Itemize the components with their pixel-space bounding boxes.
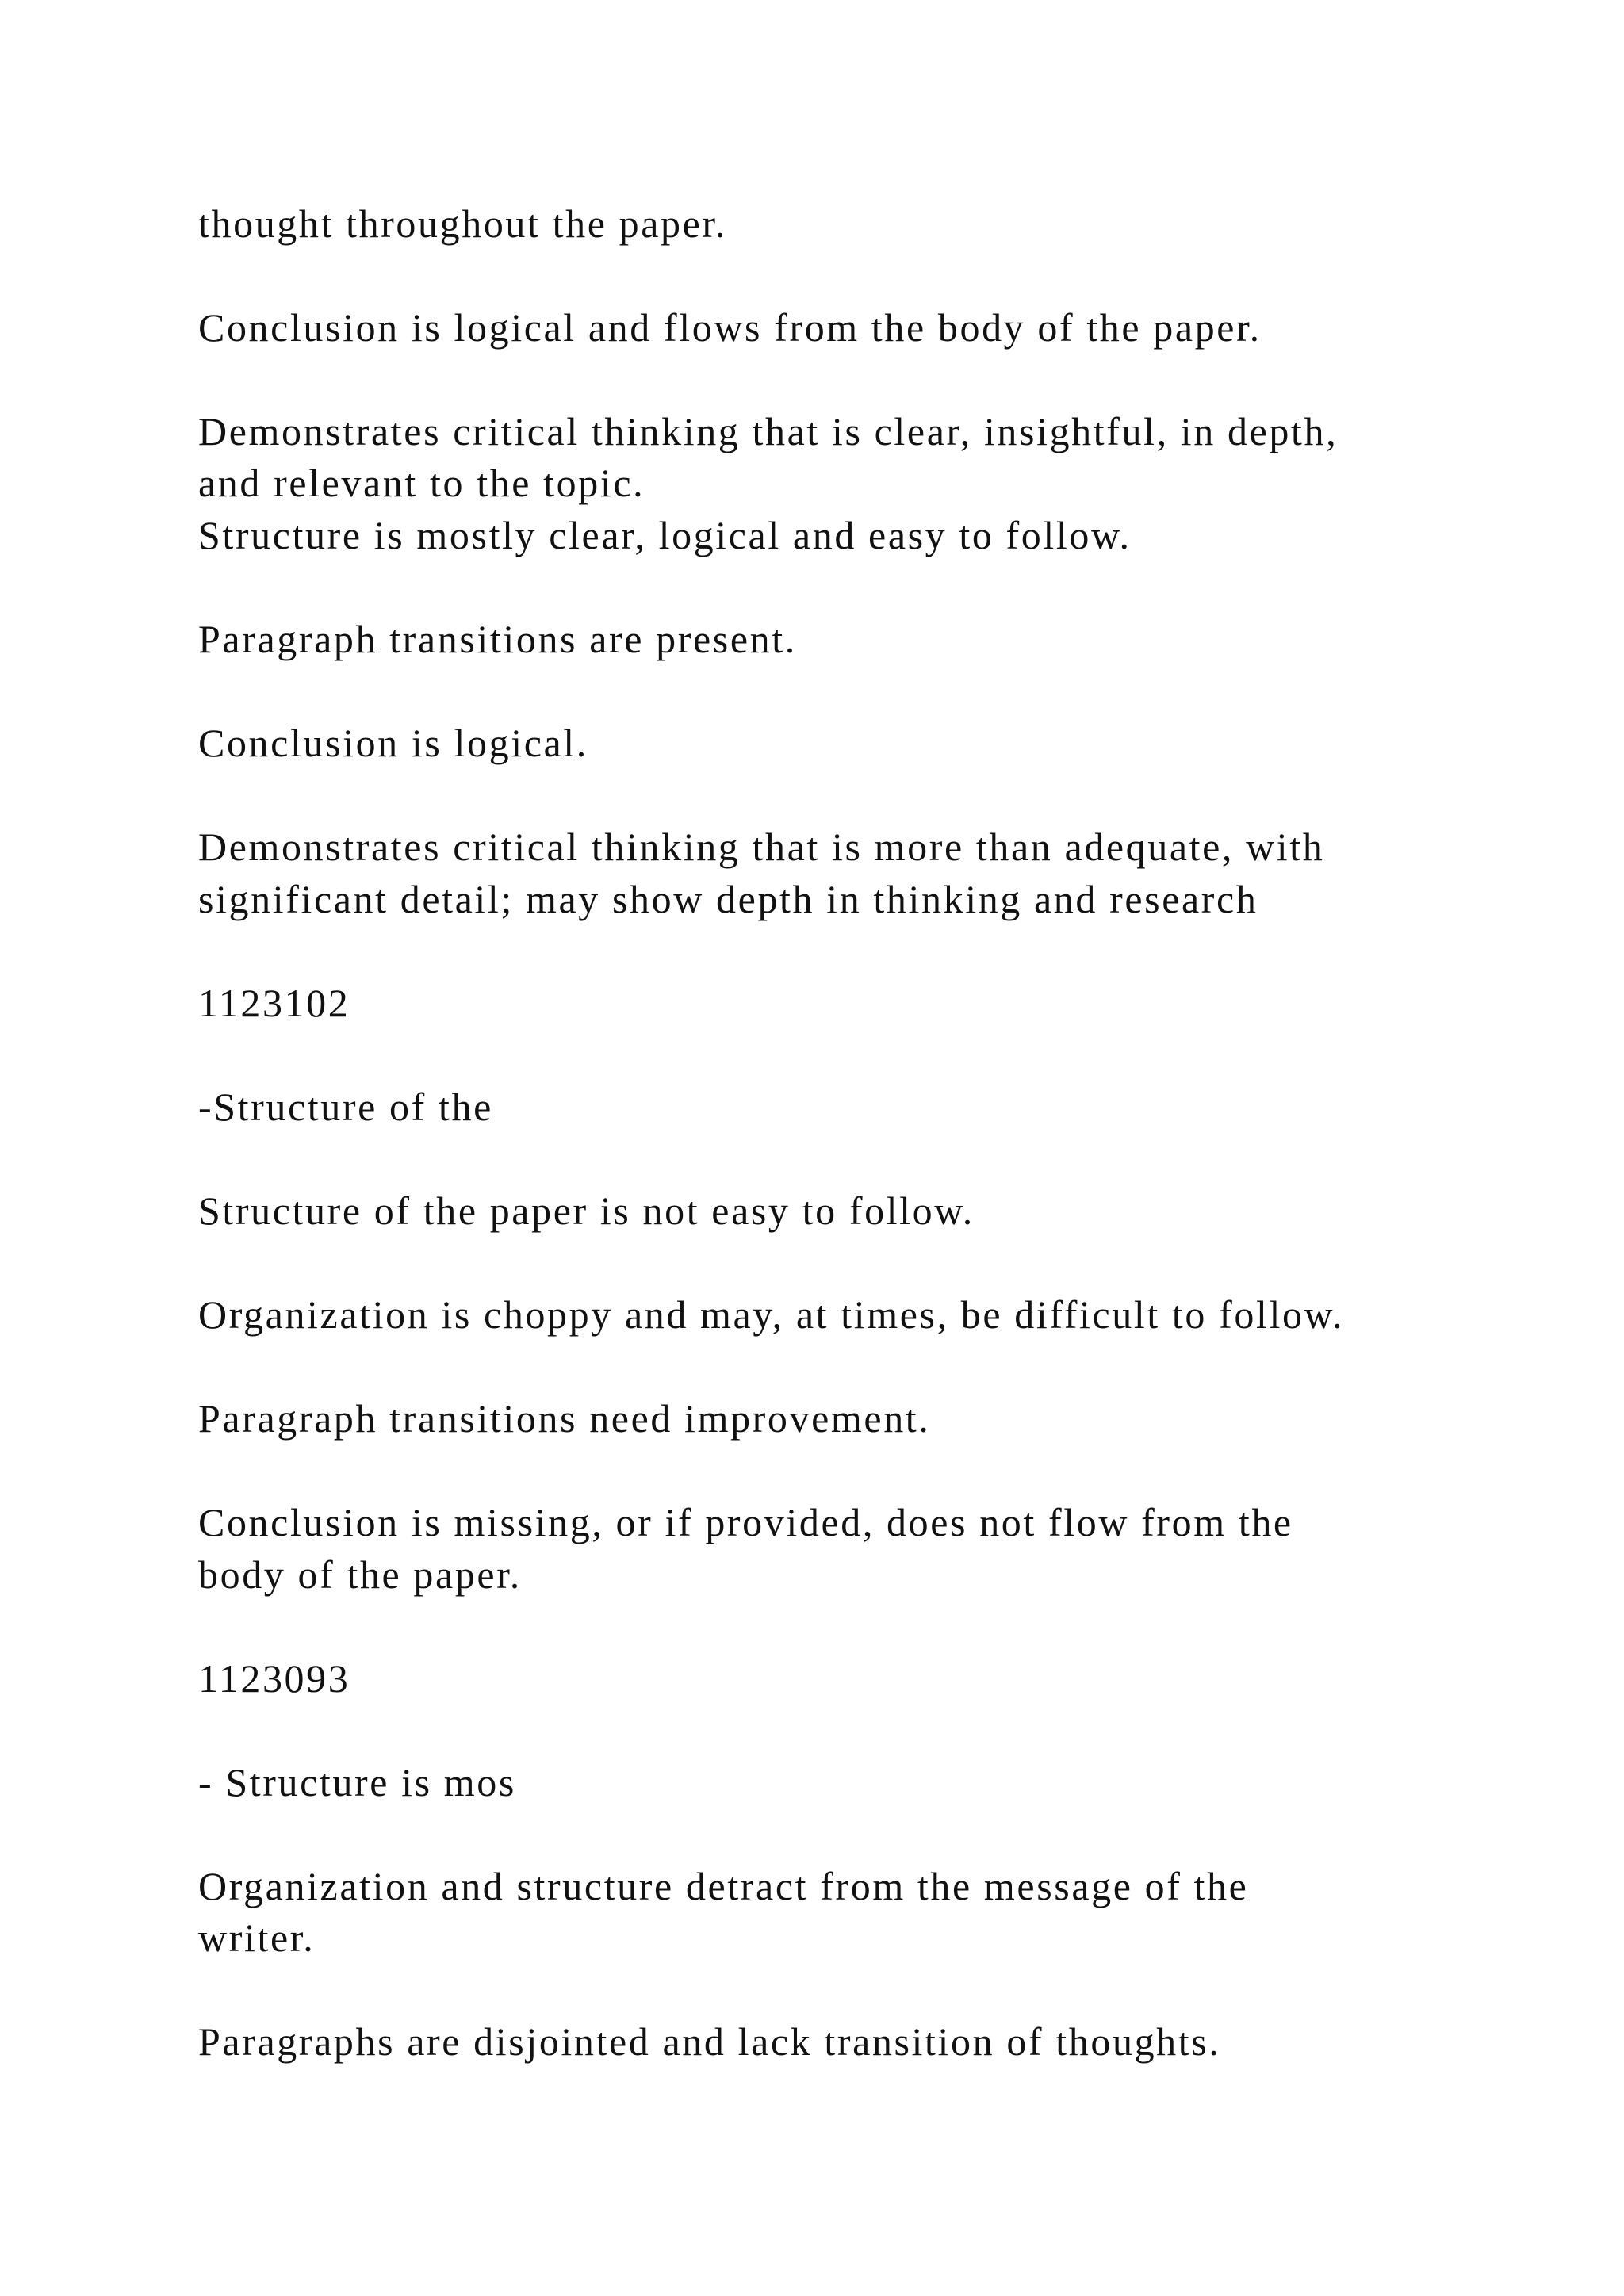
text-line: Organization is choppy and may, at times, be difficult to follow. <box>198 1292 1345 1337</box>
text-line: Structure of the paper is not easy to follow. <box>198 1188 975 1233</box>
text-line: Conclusion is logical and flows from the body of the paper. <box>198 305 1262 350</box>
text-line: Structure is mostly clear, logical and easy to follow. <box>198 513 1132 557</box>
text-line: writer. <box>198 1915 316 1960</box>
text-line: 1123093 <box>198 1656 350 1701</box>
text-line: body of the paper. <box>198 1552 522 1597</box>
text-line: Organization and structure detract from the message of the <box>198 1864 1249 1908</box>
text-line: Demonstrates critical thinking that is more than adequate, with <box>198 825 1325 869</box>
text-line: thought throughout the paper. <box>198 201 727 246</box>
text-line: and relevant to the topic. <box>198 461 645 505</box>
text-line: significant detail; may show depth in thinking and research <box>198 877 1258 921</box>
text-line: Conclusion is logical. <box>198 721 588 765</box>
text-line: Paragraph transitions need improvement. <box>198 1396 931 1441</box>
text-line: Paragraphs are disjointed and lack transition of thoughts. <box>198 2019 1221 2064</box>
text-line: 1123102 <box>198 981 350 1025</box>
text-line: Demonstrates critical thinking that is clear, insightful, in depth, <box>198 409 1339 453</box>
text-line: Conclusion is missing, or if provided, does not flow from the <box>198 1500 1293 1544</box>
text-line: Paragraph transitions are present. <box>198 617 797 661</box>
text-line: -Structure of the <box>198 1085 493 1129</box>
text-line: - Structure is mos <box>198 1760 516 1804</box>
